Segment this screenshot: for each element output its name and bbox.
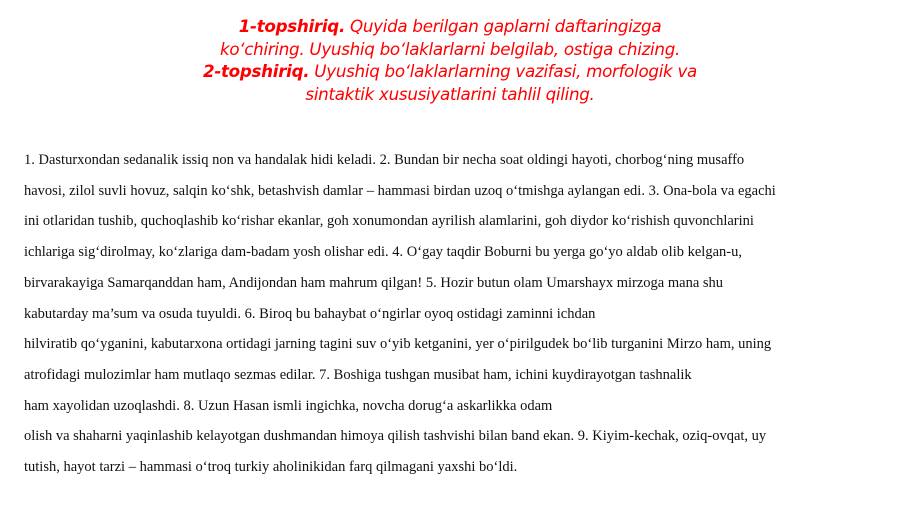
text-line: ichlariga sig‘dirolmay, ko‘zlariga dam-badam yosh olishar edi. 4. O‘gay taqdir Boburni bu yerga go‘yo aldab olib kelgan-u, xyxy=(24,244,742,261)
task1-line-2: ko‘chiring. Uyushiq bo‘laklarlarni belgilab, ostiga chizing. xyxy=(219,38,681,59)
text-line: kabutarday ma’sum va osuda tuyuldi. 6. Biroq bu bahaybat o‘ngirlar oyoq ostidagi zaminni ichdan xyxy=(24,305,596,322)
text-line: ham xayolidan uzoqlashdi. 8. Uzun Hasan ismli ingichka, novcha dorug‘a askarlikka odam xyxy=(24,397,553,414)
text-line: atrofidagi mulozimlar ham mutlaqo sezmas edilar. 7. Boshiga tushgan musibat ham, ichini kuydirayotgan tashnalik xyxy=(24,366,692,383)
task2-label: 2-topshiriq. xyxy=(203,61,310,82)
text-line: birvarakayiga Samarqanddan ham, Andijondan ham mahrum qilgan! 5. Hozir butun olam Umarshayx mirzoga mana shu xyxy=(24,274,724,291)
text-line: havosi, zilol suvli hovuz, salqin ko‘shk, betashvish damlar – hammasi birdan uzoq o‘tmishga aylangan edi. 3. Ona-bola va egachi xyxy=(24,182,776,199)
task2-line-1 xyxy=(0,60,900,83)
task2-text-1: Uyushiq bo‘laklarlarning vazifasi, morfologik va xyxy=(309,61,697,82)
text-line: ini otlaridan tushib, quchoqlashib ko‘rishar ekanlar, goh xonumondan ayrilish alamlarini, goh diydor ko‘rishish quvonchlarini xyxy=(24,213,754,230)
text-line: hilviratib qo‘yganini, kabutarxona ortidagi jarning tagini suv o‘yib ketganini, yer o‘pirilgudek bo‘lib turganini Mirzo ham, uning xyxy=(24,336,772,353)
task1-line-1 xyxy=(0,15,900,38)
text-line: olish va shaharni yaqinlashib kelayotgan dushmandan himoya qilish tashvishi bilan band ekan. 9. Kiyim-kechak, oziq-ovqat, uy xyxy=(24,428,767,445)
task1-label: 1-topshiriq. xyxy=(238,16,346,36)
task2-line-2: sintaktik xususiyatlarini tahlil qiling. xyxy=(305,83,595,104)
exercise-text xyxy=(24,145,900,483)
task-heading xyxy=(0,15,900,105)
text-line: tutish, hayot tarzi – hammasi o‘troq turkiy aholinikidan farq qilmagani yaxshi bo‘ldi. xyxy=(24,459,518,476)
text-line: 1. Dasturxondan sedanalik issiq non va handalak hidi keladi. 2. Bundan bir necha soat oldingi hayoti, chorbog‘ning musaffo xyxy=(24,152,745,168)
task1-text-1: Quyida berilgan gaplarni daftaringizga xyxy=(345,16,662,36)
